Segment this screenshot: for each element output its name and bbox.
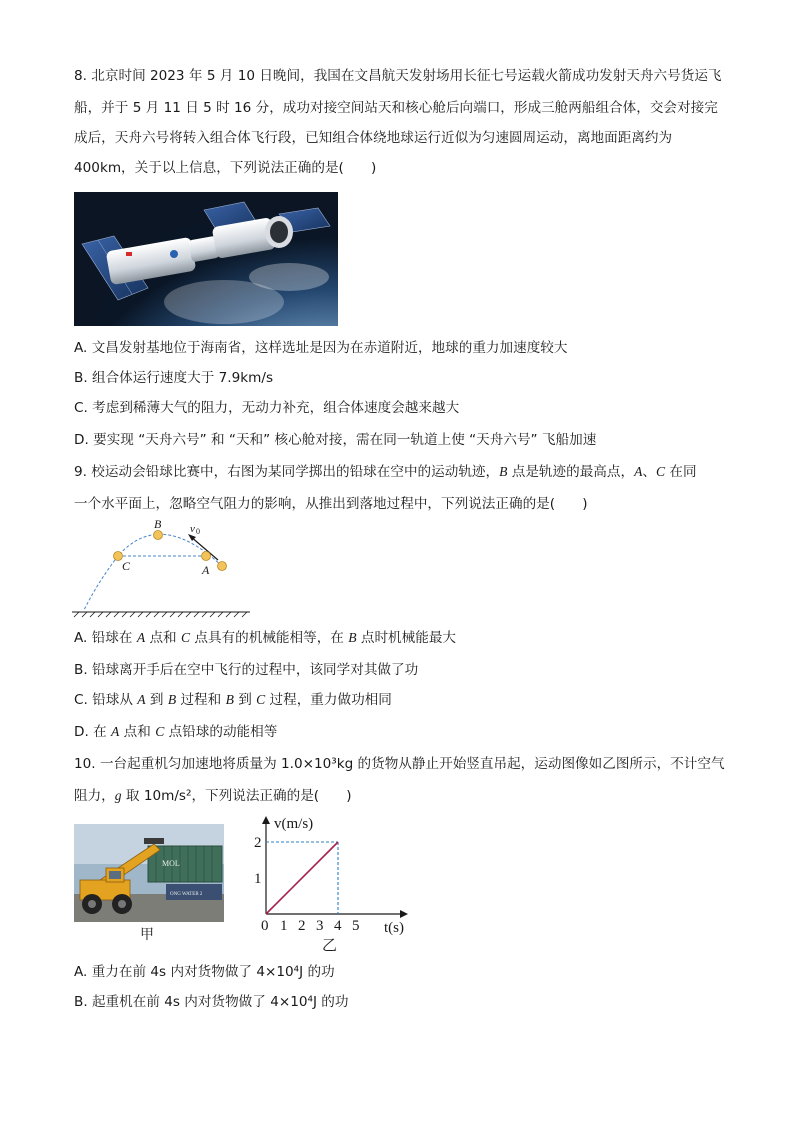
ground-hatching [74, 612, 247, 617]
x-tick-label: 4 [334, 918, 342, 934]
q8-option-a: A. 文昌发射基地位于海南省，这样选址是因为在赤道附近，地球的重力加速度较大 [74, 340, 568, 356]
ball-a [202, 552, 211, 561]
q8-stem-line-3: 成后，天舟六号将转入组合体飞行段，已知组合体绕地球运行近似为匀速圆周运动，离地面距离约为 [74, 130, 673, 146]
q9-option-b: B. 铅球离开手后在空中飞行的过程中，该同学对其做了功 [74, 662, 419, 678]
label-v0-subscript: 0 [196, 527, 200, 536]
label-c: C [122, 559, 131, 573]
x-axis-arrow [400, 910, 408, 918]
q8-stem-line-4: 400km，关于以上信息，下列说法正确的是( ) [74, 160, 377, 176]
vt-graph [250, 812, 430, 960]
q9-var-b: B [499, 464, 508, 479]
q8-stem-line-2: 船，并于 5 月 11 日 5 时 16 分，成功对接空间站天和核心舱后向端口，形成三舱两船组合体，交会对接完 [74, 100, 718, 116]
q9-option-c: C. 铅球从 A 到 B 过程和 B 到 C 过程，重力做功相同 [74, 692, 392, 708]
label-a: A [202, 563, 210, 577]
q9-stem-text: 、 [642, 464, 656, 480]
q8-option-d: D. 要实现 “天舟六号” 和 “天和” 核心舱对接，需在同一轨道上使 “天舟六号” 飞船加速 [74, 432, 597, 448]
x-tick-label: 5 [352, 918, 360, 934]
x-axis-label: t(s) [384, 920, 404, 936]
fig-jia-label: 甲 [140, 927, 154, 943]
q10-option-a: A. 重力在前 4s 内对货物做了 4×10⁴J 的功 [74, 964, 335, 980]
q9-stem-line-2: 一个水平面上，忽略空气阻力的影响，从推出到落地过程中，下列说法正确的是( ) [74, 496, 588, 512]
container-text: MOL [162, 859, 180, 868]
x-tick-label: 2 [298, 918, 306, 934]
fig-yi-label: 乙 [322, 938, 338, 954]
y-axis-arrow [262, 816, 270, 824]
x-tick-label: 1 [280, 918, 288, 934]
q10-stem-line-1: 10. 一台起重机匀加速地将质量为 1.0×10³kg 的货物从静止开始竖直吊起，运动图像如乙图所示，不计空气 [74, 756, 725, 772]
q9-stem-text: 9. 校运动会铅球比赛中，右图为某同学掷出的铅球在空中的运动轨迹， [74, 464, 500, 480]
q9-var-a: A [634, 464, 643, 479]
q8-option-c: C. 考虑到稀薄大气的阻力，无动力补充，组合体速度会越来越大 [74, 400, 460, 416]
shot-put-trajectory-figure [70, 518, 260, 622]
label-b: B [154, 518, 162, 531]
x-tick-label: 0 [261, 918, 269, 934]
q9-stem-text: 点是轨迹的最高点， [507, 464, 635, 480]
q10-option-b: B. 起重机在前 4s 内对货物做了 4×10⁴J 的功 [74, 994, 349, 1010]
q9-option-a: A. 铅球在 A 点和 C 点具有的机械能相等，在 B 点时机械能最大 [74, 630, 457, 646]
q9-var-c: C [656, 464, 666, 479]
y-tick-label: 1 [254, 871, 262, 887]
label-v0: v [190, 523, 195, 535]
q8-stem-line-1: 8. 北京时间 2023 年 5 月 10 日晚间，我国在文昌航天发射场用长征七号运载火箭成功发射天舟六号货运飞 [74, 68, 722, 84]
q8-option-b: B. 组合体运行速度大于 7.9km/s [74, 370, 274, 386]
space-station-photo [74, 192, 338, 326]
crane-photo [74, 824, 224, 922]
container-text-2: ONG WATER 2 [170, 892, 203, 897]
series-line [266, 842, 338, 914]
y-tick-label: 2 [254, 835, 262, 851]
q10-stem-line-2: 阻力，g 取 10m/s²，下列说法正确的是( ) [74, 788, 352, 804]
q9-option-d: D. 在 A 点和 C 点铅球的动能相等 [74, 724, 278, 740]
x-tick-label: 3 [316, 918, 324, 934]
y-axis-label: v(m/s) [274, 816, 314, 832]
q9-stem-line-1 [74, 462, 697, 482]
q9-stem-text: 在同 [665, 464, 697, 480]
ball-a-start [218, 562, 227, 571]
ball-b [154, 531, 163, 540]
